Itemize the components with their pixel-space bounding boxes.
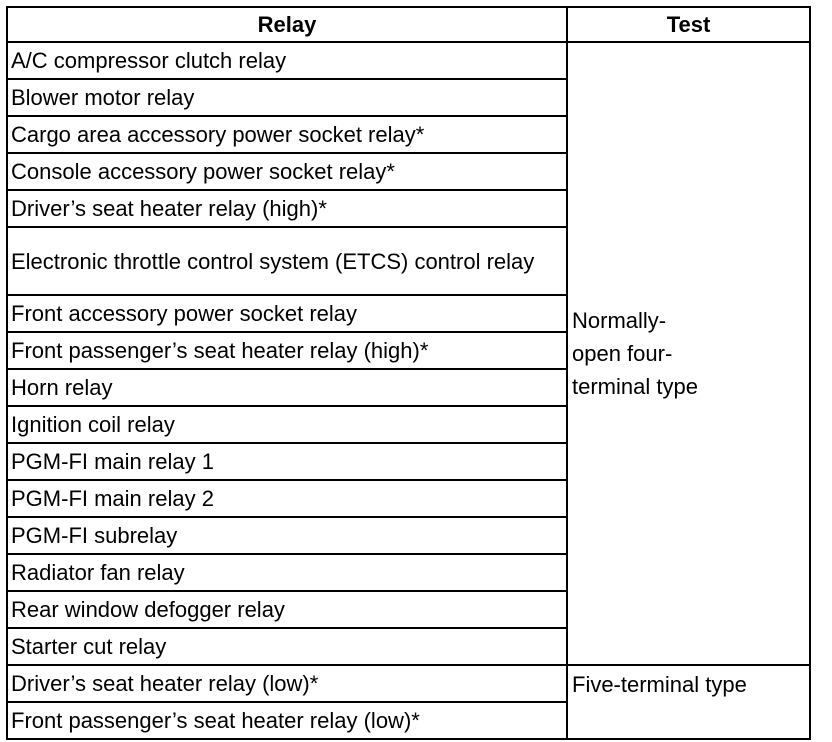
test-type-normally-open xyxy=(567,42,810,665)
relay-name: Front passenger’s seat heater relay (high)* xyxy=(7,332,567,369)
header-test: Test xyxy=(567,7,810,42)
relay-name: A/C compressor clutch relay xyxy=(7,42,567,79)
table-row xyxy=(7,42,810,79)
relay-name: PGM-FI main relay 2 xyxy=(7,480,567,517)
relay-name: Starter cut relay xyxy=(7,628,567,665)
relay-name: Front accessory power socket relay xyxy=(7,295,567,332)
relay-name: Driver’s seat heater relay (low)* xyxy=(7,665,567,702)
relay-name: Horn relay xyxy=(7,369,567,406)
relay-name: Console accessory power socket relay* xyxy=(7,153,567,190)
header-relay: Relay xyxy=(7,7,567,42)
relay-name: Radiator fan relay xyxy=(7,554,567,591)
test-line: Normally- xyxy=(572,308,667,333)
relay-name: Cargo area accessory power socket relay* xyxy=(7,116,567,153)
relay-name: PGM-FI subrelay xyxy=(7,517,567,554)
relay-name: Rear window defogger relay xyxy=(7,591,567,628)
table-row xyxy=(7,665,810,702)
header-row xyxy=(7,7,810,42)
relay-name: PGM-FI main relay 1 xyxy=(7,443,567,480)
relay-name: Front passenger’s seat heater relay (low)* xyxy=(7,702,567,739)
relay-test-table xyxy=(6,6,811,740)
relay-name: Ignition coil relay xyxy=(7,406,567,443)
relay-name: Driver’s seat heater relay (high)* xyxy=(7,190,567,227)
test-type-five-terminal: Five-terminal type xyxy=(567,665,810,739)
relay-name: Blower motor relay xyxy=(7,79,567,116)
test-line: open four- xyxy=(572,341,673,366)
test-line: terminal type xyxy=(572,374,698,399)
relay-name: Electronic throttle control system (ETCS) control relay xyxy=(7,227,567,295)
